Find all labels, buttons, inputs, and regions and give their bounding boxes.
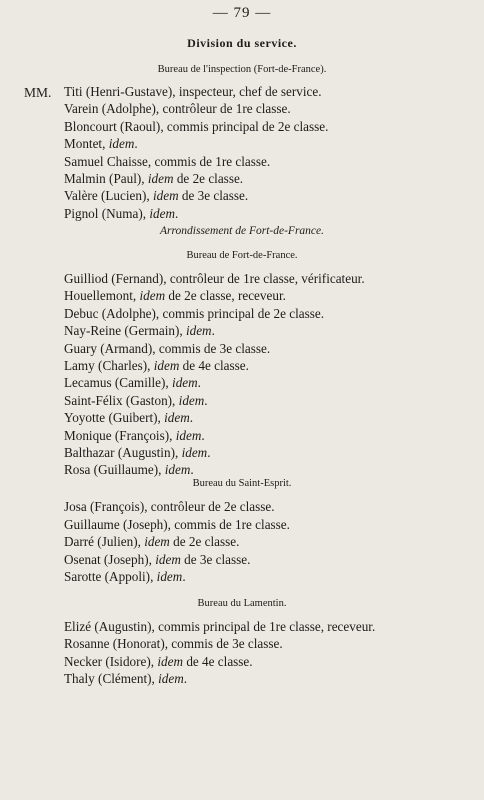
entry-line: Elizé (Augustin), commis principal de 1re classe, receveur. <box>64 619 376 634</box>
entry-idem: idem <box>156 569 183 585</box>
entry-line: Guillaume (Joseph), commis de 1re classe. <box>64 516 290 532</box>
entry-name: Sarotte (Appoli), <box>64 569 157 585</box>
entry-idem: idem <box>147 171 174 186</box>
entry-name: Lamy (Charles), <box>64 358 154 373</box>
entry-line: Samuel Chaisse, commis de 1re classe. <box>64 153 271 169</box>
page-title: Division du service. <box>187 36 297 50</box>
entry-idem: idem <box>108 136 135 152</box>
entry-name: Valère (Lucien), <box>64 188 153 204</box>
entry-rest: de 2e classe. <box>169 534 240 550</box>
entry-name: Darré (Julien), <box>64 534 145 550</box>
entry-line <box>64 463 194 476</box>
entry-name: Pignol (Numa), <box>64 205 150 221</box>
entry-line <box>64 189 248 202</box>
entry-rest: . <box>207 445 211 460</box>
entry-rest: de 3e classe. <box>180 551 251 567</box>
entry-line <box>64 535 239 548</box>
entry-rest: . <box>211 323 215 339</box>
entry-idem: idem <box>175 427 202 443</box>
entry-line: Bloncourt (Raoul), commis principal de 2e classe. <box>64 118 329 134</box>
entry-idem: idem <box>164 410 190 426</box>
entry-name: Rosa (Guillaume), <box>64 462 165 478</box>
entry-rest: de 2e classe, receveur. <box>165 288 286 304</box>
entry-name: Houellemont, <box>64 288 140 304</box>
entry-rest: . <box>190 462 194 478</box>
entry-rest: . <box>201 427 205 443</box>
entry-idem: idem <box>172 375 198 391</box>
entry-idem: idem <box>139 288 166 304</box>
section-heading-lamentin: Bureau du Lamentin. <box>197 598 287 609</box>
entry-line <box>64 172 243 185</box>
entry-name: Osenat (Joseph), <box>64 551 156 567</box>
entry-line <box>64 655 253 668</box>
entry-rest: de 4e classe. <box>183 653 253 669</box>
entry-idem: idem <box>178 392 205 408</box>
entry-line: Titi (Henri-Gustave), inspecteur, chef de service. <box>64 84 322 99</box>
entry-idem: idem <box>157 653 184 669</box>
entry-name: Necker (Isidore), <box>64 653 158 669</box>
entry-name: Lecamus (Camille), <box>64 375 173 391</box>
entry-line <box>64 137 138 150</box>
section-subheading-fort-de-france: Bureau de Fort-de-France. <box>186 250 298 261</box>
page-number: — 79 — <box>212 5 272 21</box>
entry-line <box>64 207 178 220</box>
entry-rest: de 2e classe. <box>173 171 244 186</box>
entry-line <box>64 446 211 459</box>
entry-rest: . <box>183 671 188 687</box>
entry-line: Debuc (Adolphe), commis principal de 2e classe. <box>64 305 325 321</box>
entry-idem: idem <box>144 534 170 550</box>
entry-line: Josa (François), contrôleur de 2e classe. <box>64 499 275 514</box>
entry-rest: de 4e classe. <box>179 358 249 373</box>
entry-idem: idem <box>149 205 175 221</box>
entry-idem: idem <box>158 671 184 687</box>
section-heading-arrondissement: Arrondissement de Fort-de-France. <box>159 225 325 237</box>
entry-name: Nay-Reine (Germain), <box>64 323 186 339</box>
entry-line: Guilliod (Fernand), contrôleur de 1re classe, vérificateur. <box>64 271 365 286</box>
entry-name: Monique (François), <box>64 427 176 443</box>
entry-idem: idem <box>164 462 191 478</box>
entry-rest: de 3e classe. <box>178 188 249 204</box>
entry-line <box>64 289 286 302</box>
entry-line <box>64 359 249 372</box>
entry-idem: idem <box>181 445 208 460</box>
entry-line <box>64 553 250 566</box>
entry-line <box>64 429 205 442</box>
entry-line <box>64 324 215 337</box>
entry-line: Guary (Armand), commis de 3e classe. <box>64 340 271 356</box>
entry-line: Rosanne (Honorat), commis de 3e classe. <box>64 636 283 652</box>
entry-rest: . <box>197 375 201 391</box>
section-heading-saint-esprit: Bureau du Saint-Esprit. <box>192 478 292 489</box>
entry-name: Yoyotte (Guibert), <box>64 410 165 426</box>
entry-rest: . <box>134 136 138 152</box>
entry-name: Malmin (Paul), <box>64 171 148 186</box>
entry-name: Balthazar (Augustin), <box>64 445 182 460</box>
entry-rest: . <box>189 410 194 426</box>
entry-line: Varein (Adolphe), contrôleur de 1re classe. <box>64 101 291 117</box>
entry-rest: . <box>175 205 179 221</box>
entry-idem: idem <box>185 323 212 339</box>
section-heading-inspection: Bureau de l'inspection (Fort-de-France). <box>157 64 327 75</box>
entry-idem: idem <box>153 358 180 373</box>
entry-name: Montet, <box>64 136 109 152</box>
entry-rest: . <box>204 392 208 408</box>
entry-rest: . <box>182 569 186 585</box>
entry-line <box>64 411 193 424</box>
entry-name: Saint-Félix (Gaston), <box>64 392 179 408</box>
entry-line <box>64 570 186 583</box>
entry-name: Thaly (Clément), <box>64 671 159 687</box>
entry-idem: idem <box>152 188 179 204</box>
entry-idem: idem <box>155 551 181 567</box>
entry-line <box>64 394 208 407</box>
entry-line <box>64 376 201 389</box>
entry-line <box>64 672 187 685</box>
mm-prefix: MM. <box>24 85 52 100</box>
